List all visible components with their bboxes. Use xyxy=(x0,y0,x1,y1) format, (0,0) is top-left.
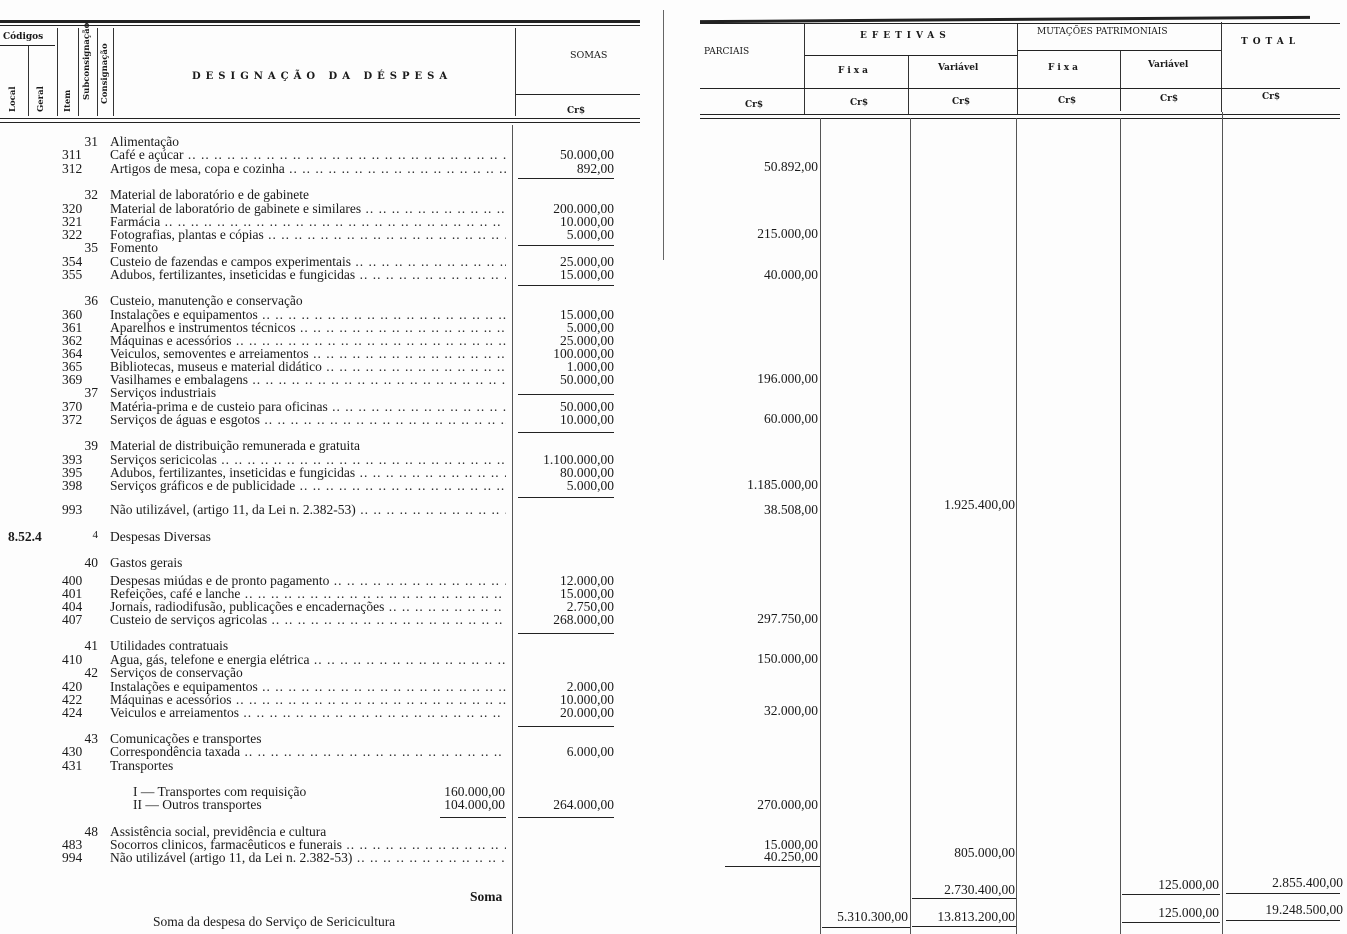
soma-amount: 10.000,00 xyxy=(560,214,614,229)
rule-line xyxy=(518,726,614,727)
item-code: 400 xyxy=(62,573,83,588)
header-mut-fixa-currency: Cr$ xyxy=(1058,96,1077,106)
rule-line xyxy=(518,178,614,179)
soma-amount: 264.000,00 xyxy=(553,797,614,812)
parciais-amount: 38.508,00 xyxy=(764,502,818,517)
item-code: 370 xyxy=(62,399,83,414)
header-mutacoes-variavel: Variável xyxy=(1148,60,1189,70)
soma-amount: 100.000,00 xyxy=(553,346,614,361)
item-code: 355 xyxy=(62,267,83,282)
header-subconsignacao: Subconsignação xyxy=(82,22,92,100)
expense-description: Agua, gás, telefone e energia elétrica .. .. xyxy=(110,652,506,668)
ef-var-amount: 1.925.400,00 xyxy=(944,497,1015,512)
parciais-amount: 60.000,00 xyxy=(764,411,818,426)
rule-line xyxy=(518,633,614,634)
header-mutacoes-fixa: Fixa xyxy=(1048,63,1082,73)
expense-description: Veiculos, semoventes e arreiamentos .. .. xyxy=(110,346,506,362)
expense-description: Gastos gerais xyxy=(110,555,183,570)
expense-description: Não utilizável (artigo 11, da Lei n. 2.382-53) .. .. xyxy=(110,850,506,866)
item-code: 422 xyxy=(62,692,83,707)
header-ef-var-currency: Cr$ xyxy=(952,97,971,107)
consignacao-code: 35 xyxy=(84,240,98,255)
total-amount: 19.248.500,00 xyxy=(1265,902,1343,917)
consignacao-code: 48 xyxy=(84,824,98,839)
parciais-amount: 215.000,00 xyxy=(757,226,818,241)
expense-description: Fotografias, plantas e cópias .. .. xyxy=(110,227,506,243)
expense-description: Custeio, manutenção e conservação xyxy=(110,293,303,308)
parciais-amount: 196.000,00 xyxy=(757,371,818,386)
parciais-amount: 40.250,00 xyxy=(764,849,818,864)
item-code: 993 xyxy=(62,502,83,517)
consignacao-code: 39 xyxy=(84,438,98,453)
expense-description: Material de laboratório de gabinete e similares .. .. xyxy=(110,201,506,217)
expense-description: Adubos, fertilizantes, inseticidas e fungicidas .. .. xyxy=(110,267,506,283)
expense-description: Assistência social, previdência e cultura xyxy=(110,824,327,839)
expense-description: Bibliotecas, museus e material didático .. .. xyxy=(110,359,506,375)
expense-description: Jornais, radiodifusão, publicações e encadernações .. .. xyxy=(110,599,506,615)
item-code: 404 xyxy=(62,599,83,614)
item-code: 365 xyxy=(62,359,83,374)
expense-description: Transportes xyxy=(110,758,174,773)
soma-amount: 25.000,00 xyxy=(560,254,614,269)
soma-amount: 12.000,00 xyxy=(560,573,614,588)
expense-description: Despesas miúdas e de pronto pagamento .. .. xyxy=(110,573,506,589)
consignacao-code: 41 xyxy=(84,638,98,653)
item-code: 364 xyxy=(62,346,83,361)
soma-label: Soma xyxy=(470,889,503,904)
header-mut-var-currency: Cr$ xyxy=(1160,94,1179,104)
expense-description: Aparelhos e instrumentos técnicos .. .. xyxy=(110,320,506,336)
header-somas: SOMAS xyxy=(570,50,608,61)
soma-amount: 25.000,00 xyxy=(560,333,614,348)
item-code: 420 xyxy=(62,679,83,694)
item-code: 994 xyxy=(62,850,83,865)
soma-amount: 1.100.000,00 xyxy=(543,452,614,467)
item-code: 362 xyxy=(62,333,83,348)
parciais-amount: 150.000,00 xyxy=(757,651,818,666)
expense-description: Comunicações e transportes xyxy=(110,731,262,746)
item-code: 320 xyxy=(62,201,83,216)
total-amount: 2.855.400,00 xyxy=(1272,875,1343,890)
parciais-amount: 1.185.000,00 xyxy=(747,477,818,492)
item-code: 410 xyxy=(62,652,83,667)
local-code: 8.52.4 xyxy=(8,529,42,544)
expense-description: Farmácia .. .. xyxy=(110,214,506,230)
item-code: 360 xyxy=(62,307,83,322)
ef-var-amount: 2.730.400,00 xyxy=(944,882,1015,897)
expense-description: Socorros clinicos, farmacêuticos e funerais .. .. xyxy=(110,837,506,853)
rule-line xyxy=(912,926,1016,927)
header-item: Item xyxy=(63,89,73,112)
soma-amount: 50.000,00 xyxy=(560,399,614,414)
expense-description: Instalações e equipamentos .. .. xyxy=(110,307,506,323)
item-code: 430 xyxy=(62,744,83,759)
expense-description: Instalações e equipamentos .. .. xyxy=(110,679,506,695)
expense-description: Custeio de serviços agricolas .. .. xyxy=(110,612,506,628)
soma-amount: 10.000,00 xyxy=(560,412,614,427)
header-geral: Geral xyxy=(36,86,46,112)
soma-amount: 2.000,00 xyxy=(566,679,614,694)
footer-total-label: Soma da despesa do Serviço de Sericicultura xyxy=(153,914,396,929)
rule-line xyxy=(912,898,1016,899)
consignacao-code: 36 xyxy=(84,293,98,308)
expense-description: Material de distribuição remunerada e gratuita xyxy=(110,438,361,453)
expense-description: Adubos, fertilizantes, inseticidas e fungicidas .. .. xyxy=(110,465,506,481)
soma-amount: 892,00 xyxy=(576,161,614,176)
rule-line xyxy=(518,432,614,433)
header-total: TOTAL xyxy=(1241,37,1301,47)
expense-description: Máquinas e acessórios .. .. xyxy=(110,333,506,349)
expense-description: Não utilizável, (artigo 11, da Lei n. 2.382-53) .. .. xyxy=(110,502,506,518)
ef-var-amount: 805.000,00 xyxy=(954,845,1015,860)
partial-amount: 104.000,00 xyxy=(444,797,505,812)
item-code: 407 xyxy=(62,612,83,627)
item-code: 372 xyxy=(62,412,83,427)
parciais-amount: 15.000,00 xyxy=(764,837,818,852)
soma-amount: 20.000,00 xyxy=(560,705,614,720)
rule-line xyxy=(518,817,614,818)
expense-description: Café e açúcar .. .. xyxy=(110,147,506,163)
expense-description: Refeições, café e lanche .. .. xyxy=(110,586,506,602)
item-code: 311 xyxy=(62,147,82,162)
expense-description: Fomento xyxy=(110,240,159,255)
soma-amount: 1.000,00 xyxy=(566,359,614,374)
soma-amount: 6.000,00 xyxy=(566,744,614,759)
header-codigos: Códigos xyxy=(3,32,44,42)
soma-amount: 15.000,00 xyxy=(560,586,614,601)
expense-description: Máquinas e acessórios .. .. xyxy=(110,692,506,708)
parciais-amount: 40.000,00 xyxy=(764,267,818,282)
soma-amount: 200.000,00 xyxy=(553,201,614,216)
expense-description: Correspondência taxada .. .. xyxy=(110,744,506,760)
expense-description: Artigos de mesa, copa e cozinha .. .. xyxy=(110,161,506,177)
header-parciais-currency: Cr$ xyxy=(745,100,764,110)
item-code: 312 xyxy=(62,161,83,176)
soma-amount: 5.000,00 xyxy=(566,320,614,335)
soma-amount: 2.750,00 xyxy=(566,599,614,614)
consignacao-code: 40 xyxy=(84,555,98,570)
parciais-amount: 50.892,00 xyxy=(764,159,818,174)
soma-amount: 268.000,00 xyxy=(553,612,614,627)
expense-description: Material de laboratório e de gabinete xyxy=(110,187,310,202)
rule-line xyxy=(518,285,614,286)
item-code: 321 xyxy=(62,214,83,229)
rule-line xyxy=(1122,894,1220,895)
expense-description: Alimentação xyxy=(110,134,179,149)
item-code: 401 xyxy=(62,586,83,601)
partial-amount: 160.000,00 xyxy=(444,784,505,799)
consignacao-code: 42 xyxy=(84,665,98,680)
header-efetivas-variavel: Variável xyxy=(938,63,979,73)
rule-line xyxy=(725,866,820,867)
expense-description: Serviços de conservação xyxy=(110,665,243,680)
header-parciais: PARCIAIS xyxy=(704,47,750,57)
expense-description: Matéria-prima e de custeio para oficinas .. .. xyxy=(110,399,506,415)
consignacao-code: 4 xyxy=(92,529,98,541)
parciais-amount: 297.750,00 xyxy=(757,611,818,626)
rule-line xyxy=(440,817,506,818)
rule-line xyxy=(1226,893,1340,894)
consignacao-code: 43 xyxy=(84,731,98,746)
rule-line xyxy=(518,245,614,246)
soma-amount: 50.000,00 xyxy=(560,372,614,387)
header-efetivas-fixa: Fixa xyxy=(838,66,872,76)
header-ef-fixa-currency: Cr$ xyxy=(850,98,869,108)
header-somas-currency: Cr$ xyxy=(567,106,586,116)
soma-amount: 5.000,00 xyxy=(566,227,614,242)
soma-amount: 50.000,00 xyxy=(560,147,614,162)
item-code: 322 xyxy=(62,227,83,242)
rule-line xyxy=(518,394,614,395)
consignacao-code: 32 xyxy=(84,187,98,202)
ef-var-amount: 13.813.200,00 xyxy=(937,909,1015,924)
expense-description: Vasilhames e embalagens .. .. xyxy=(110,372,506,388)
expense-description: Serviços industriais xyxy=(110,385,217,400)
rule-line xyxy=(1226,920,1340,921)
soma-amount: 80.000,00 xyxy=(560,465,614,480)
mut-var-amount: 125.000,00 xyxy=(1158,905,1219,920)
header-total-currency: Cr$ xyxy=(1262,92,1281,102)
item-code: 398 xyxy=(62,478,83,493)
item-code: 393 xyxy=(62,452,83,467)
expense-description: Utilidades contratuais xyxy=(110,638,229,653)
item-code: 354 xyxy=(62,254,83,269)
header-local: Local xyxy=(8,86,18,112)
rule-line xyxy=(822,927,910,928)
soma-amount: 5.000,00 xyxy=(566,478,614,493)
soma-amount: 10.000,00 xyxy=(560,692,614,707)
consignacao-code: 31 xyxy=(84,134,98,149)
item-code: 483 xyxy=(62,837,83,852)
rule-line xyxy=(518,497,614,498)
consignacao-code: 37 xyxy=(84,385,98,400)
expense-description: Veiculos e arreiamentos .. .. xyxy=(110,705,506,721)
rule-line xyxy=(1122,922,1220,923)
header-designacao: DESIGNAÇÃO DA DÉSPESA xyxy=(192,71,453,82)
header-consignacao: Consignação xyxy=(100,43,110,104)
item-code: 369 xyxy=(62,372,83,387)
parciais-amount: 270.000,00 xyxy=(757,797,818,812)
parciais-amount: 32.000,00 xyxy=(764,703,818,718)
soma-amount: 15.000,00 xyxy=(560,267,614,282)
mut-var-amount: 125.000,00 xyxy=(1158,877,1219,892)
soma-amount: 15.000,00 xyxy=(560,307,614,322)
item-code: 431 xyxy=(62,758,83,773)
expense-description: Serviços de águas e esgotos .. .. xyxy=(110,412,506,428)
ef-fixa-amount: 5.310.300,00 xyxy=(837,909,908,924)
sub-item-description: II — Outros transportes xyxy=(133,797,262,812)
item-code: 395 xyxy=(62,465,83,480)
expense-description: Serviços sericicolas .. .. xyxy=(110,452,506,468)
header-mutacoes: MUTAÇÕES PATRIMONIAIS xyxy=(1037,27,1168,37)
expense-description: Despesas Diversas xyxy=(110,529,211,544)
expense-description: Custeio de fazendas e campos experimentais .. .. xyxy=(110,254,506,270)
header-efetivas: EFETIVAS xyxy=(860,31,951,41)
item-code: 361 xyxy=(62,320,83,335)
expense-description: Serviços gráficos e de publicidade .. .. xyxy=(110,478,506,494)
sub-item-description: I — Transportes com requisição xyxy=(133,784,307,799)
item-code: 424 xyxy=(62,705,83,720)
